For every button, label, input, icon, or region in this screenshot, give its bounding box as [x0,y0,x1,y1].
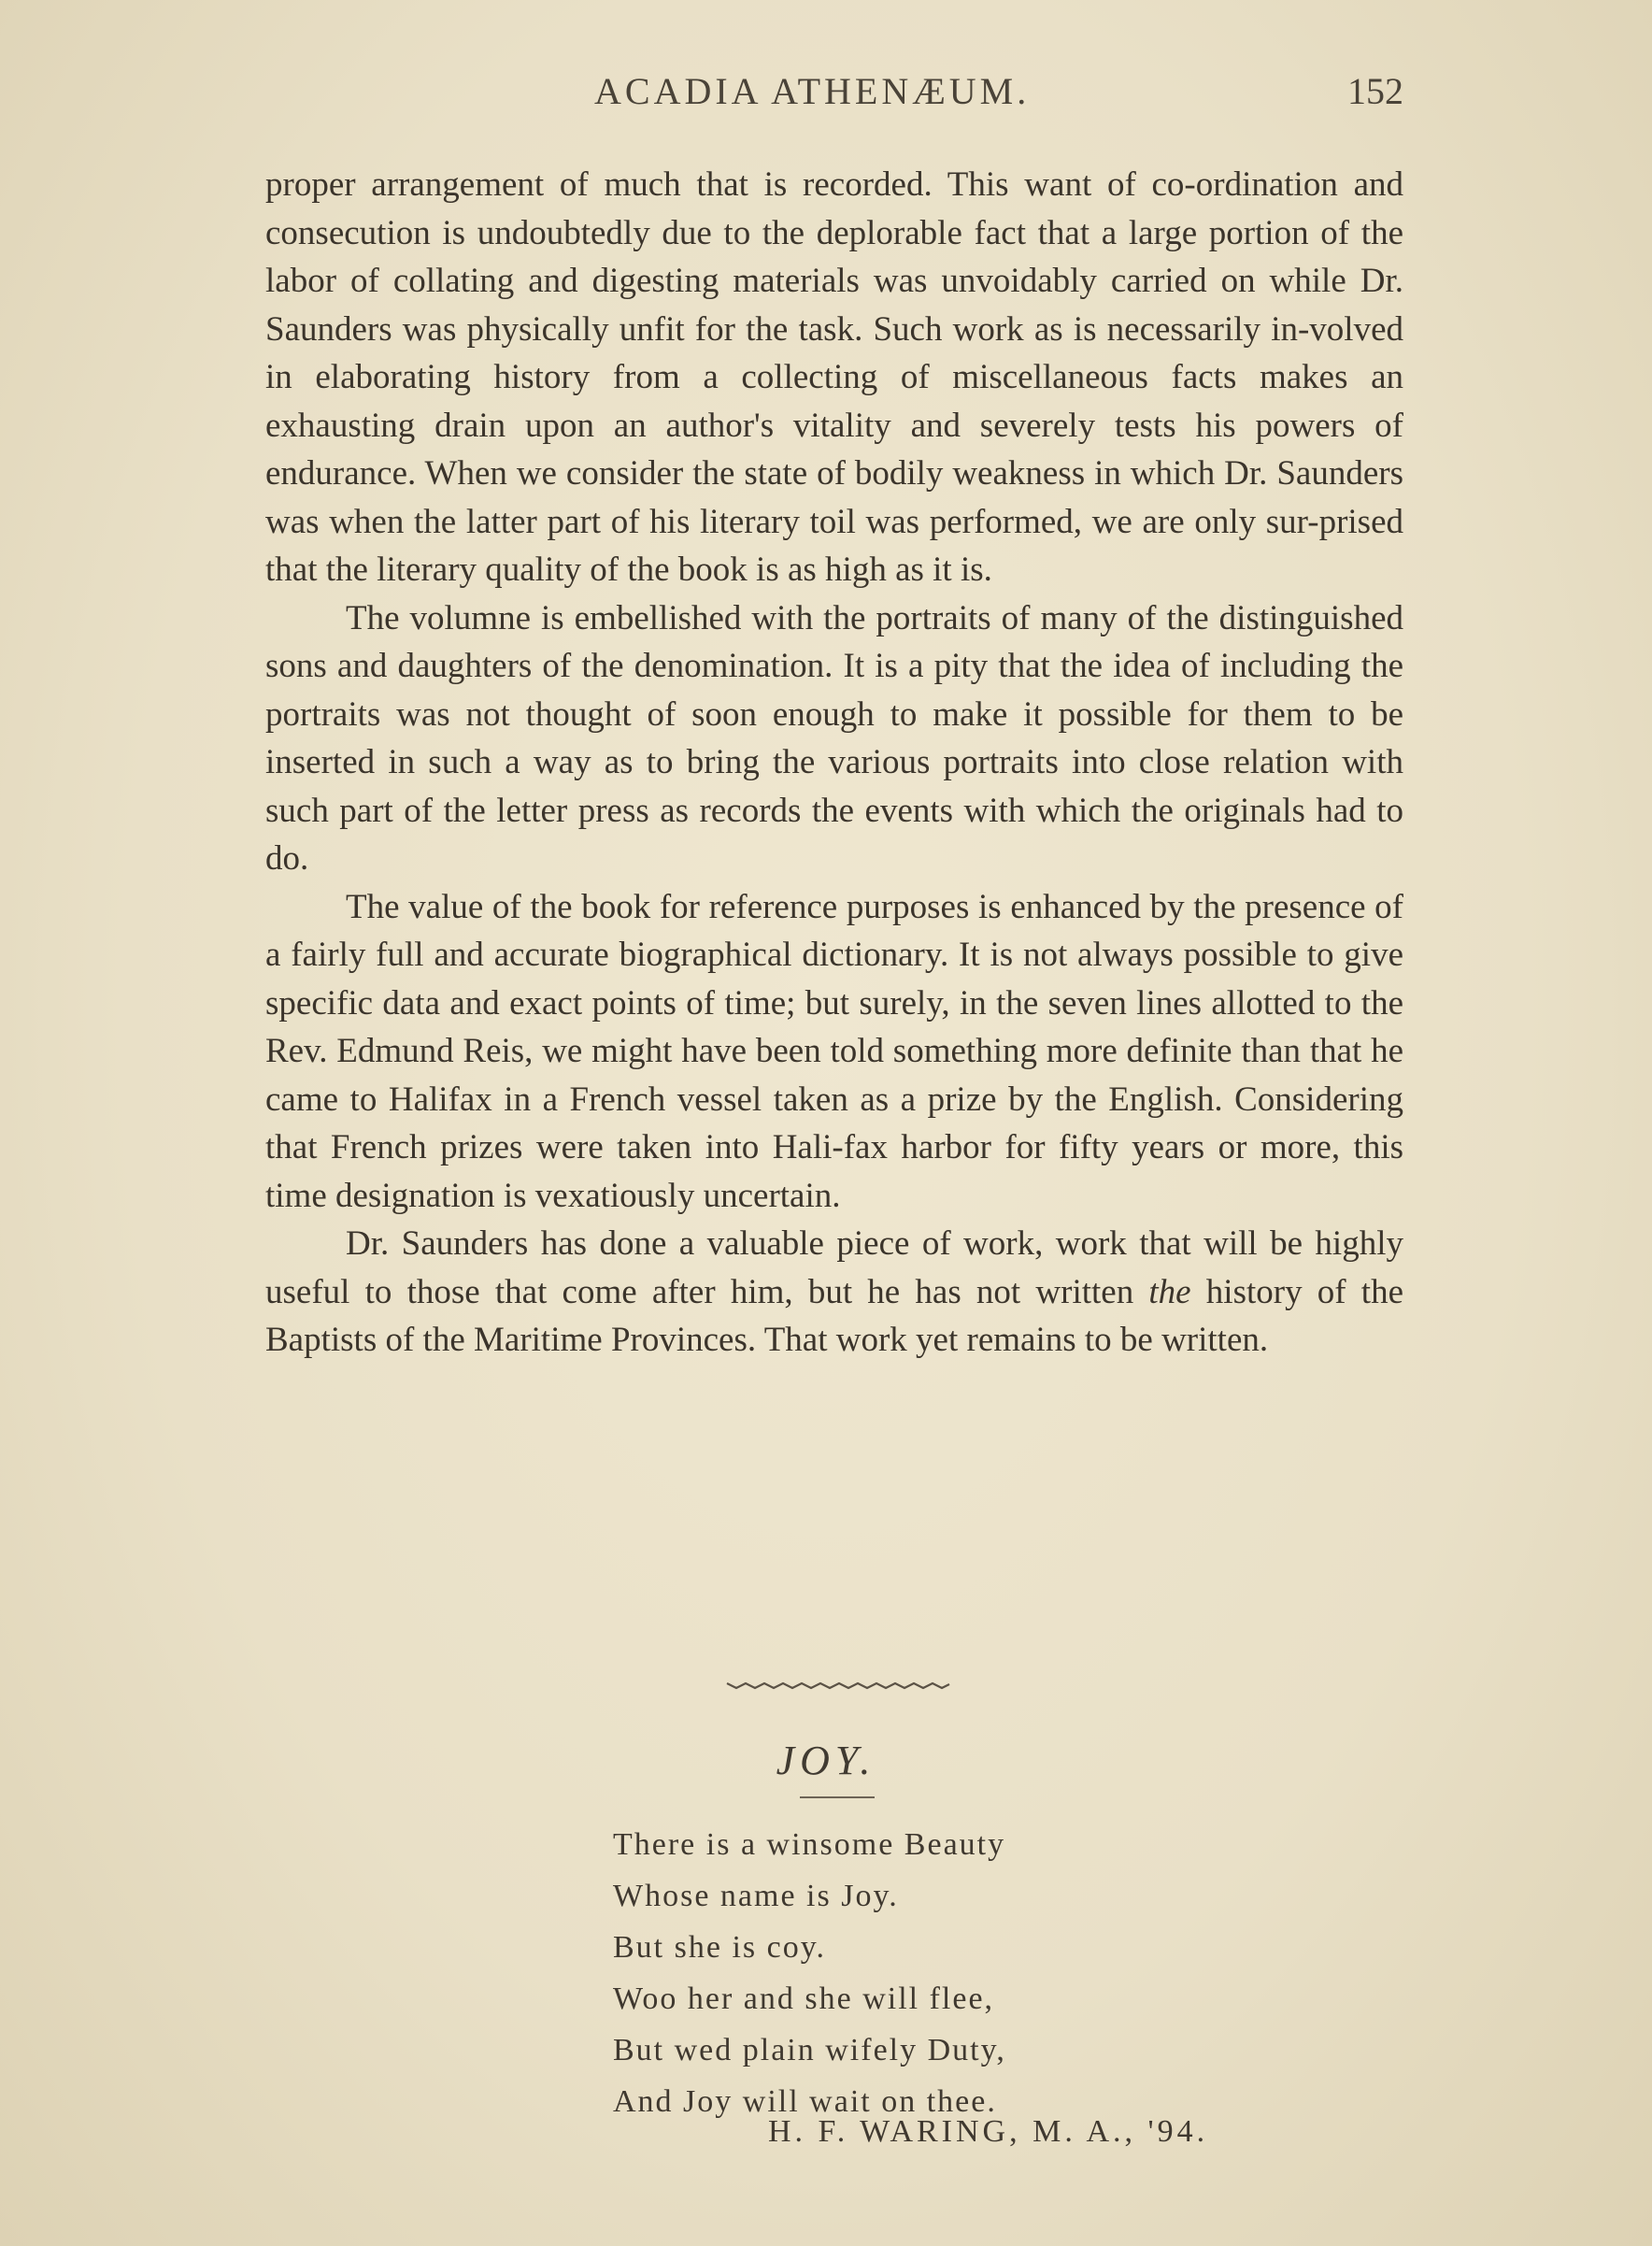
poem-line: There is a winsome Beauty [613,1827,1006,1862]
page-number: 152 [1347,70,1403,112]
paragraph-4-start: Dr. Saunders has done a valuable piece of work, work that will be highly useful to those that come after him, but he has not written [265,1224,1403,1311]
paragraph-4 [265,1220,1403,1365]
ornamental-divider [723,1679,953,1692]
poem-line: Woo her and she will flee, [613,1981,995,2016]
paragraph-4-end: history of the Baptists of the Maritime Provinces. That work yet remains to be written. [265,1272,1403,1359]
poem-attribution: H. F. WARING, M. A., '94. [768,2114,1209,2149]
running-head [267,69,1403,116]
title-rule [800,1796,875,1798]
poem [613,1819,1267,2127]
paragraph-2: The volumne is embellished with the portraits of many of the distinguished sons and daughters of the denomination. It is a pity that the idea of including the portraits was not thought of soon enough to make it possible for them to be inserted in such a way as to bring the various portraits into close relation with such part of the letter press as records the events with which the originals had to do. [265,598,1403,878]
review-text [265,161,1403,1365]
poem-line: But she is coy. [613,1930,827,1965]
paragraph-4-emphasis: the [1148,1272,1191,1311]
poem-title: JOY. [776,1738,876,1783]
paragraph-3: The value of the book for reference purposes is enhanced by the presence of a fairly full and accurate biographical dictionary. It is not always possible to give specific data and exact points of time; but surely, in the seven lines allotted to the Rev. Edmund Reis, we might have been told something more definite than that he came to Halifax in a French vessel taken as a prize by the English. Considering that French prizes were taken into Hali-fax harbor for fifty years or more, this time designation is vexatiously uncertain. [265,887,1403,1215]
paragraph-1: proper arrangement of much that is recorded. This want of co-ordination and consecution is undoubtedly due to the deplorable fact that a large portion of the labor of collating and digesting materials was unvoidably carried on while Dr. Saunders was physically unfit for the task. Such work as is necessarily in-volved in elaborating history from a collecting of miscellaneous facts makes an exhausting drain upon an author's vitality and severely tests his powers of endurance. When we consider the state of bodily weakness in which Dr. Saunders was when the latter part of his literary toil was performed, we are only sur-prised that the literary quality of the book is as high as it is. [265,165,1403,589]
poem-line: But wed plain wifely Duty, [613,2033,1006,2067]
journal-title: ACADIA ATHENÆUM. [594,70,1031,112]
poem-line: And Joy will wait on thee. [613,2084,997,2119]
poem-line: Whose name is Joy. [613,1879,899,1913]
